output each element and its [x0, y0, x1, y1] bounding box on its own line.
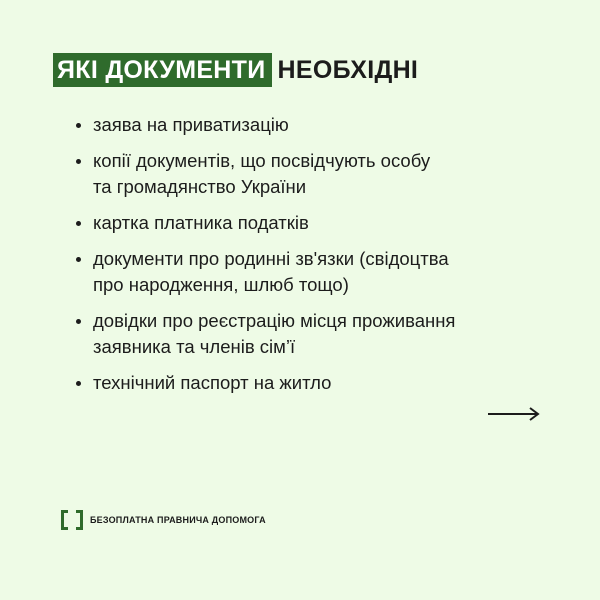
- bullet-icon: [76, 159, 81, 164]
- footer: [60, 510, 266, 530]
- documents-list: [73, 112, 553, 406]
- list-item: [73, 210, 553, 236]
- list-item: [73, 246, 553, 298]
- list-item-line: документи про родинні зв'язки (свідоцтва: [93, 248, 449, 269]
- bullet-icon: [76, 257, 81, 262]
- list-item: [73, 148, 553, 200]
- bullet-icon: [76, 123, 81, 128]
- organization-name: БЕЗОПЛАТНА ПРАВНИЧА ДОПОМОГА: [90, 515, 266, 525]
- title-rest: НЕОБХІДНІ: [277, 56, 419, 84]
- bullet-icon: [76, 319, 81, 324]
- list-item: [73, 308, 553, 360]
- title-highlight: ЯКІ ДОКУМЕНТИ: [53, 53, 272, 87]
- list-item-line: копії документів, що посвідчують особу: [93, 150, 431, 171]
- bullet-icon: [76, 381, 81, 386]
- page-title: [53, 53, 418, 87]
- list-item: [73, 370, 553, 396]
- list-item: [73, 112, 553, 138]
- list-item-line: картка платника податків: [93, 212, 309, 233]
- list-item-line: заява на приватизацію: [93, 114, 289, 135]
- bullet-icon: [76, 221, 81, 226]
- list-item-line: технічний паспорт на житло: [93, 372, 332, 393]
- bracket-logo-icon: [60, 510, 84, 530]
- list-item-line: заявника та членів сім’ї: [93, 336, 296, 357]
- list-item-line: довідки про реєстрацію місця проживання: [93, 310, 456, 331]
- arrow-right-icon[interactable]: [487, 406, 541, 422]
- list-item-line: та громадянство України: [93, 176, 307, 197]
- list-item-line: про народження, шлюб тощо): [93, 274, 349, 295]
